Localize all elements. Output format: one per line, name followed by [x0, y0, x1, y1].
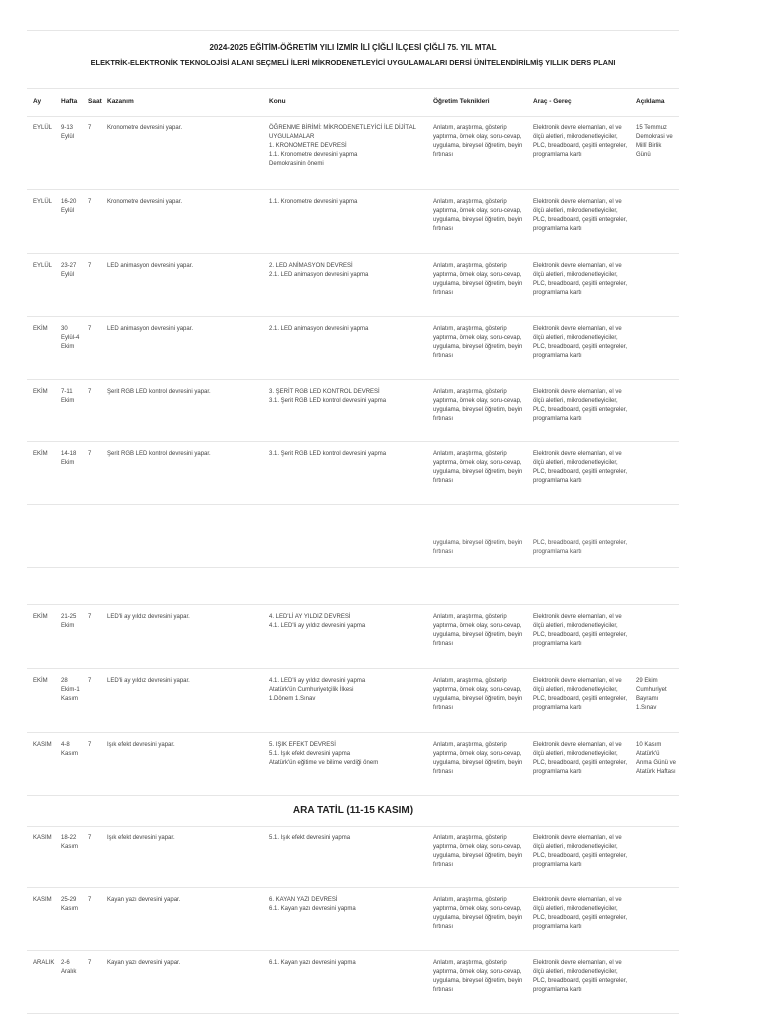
- cell-aciklama: 15 Temmuz Demokrasi ve Millî Birlik Günü: [636, 125, 673, 158]
- cell-arac: Elektronik devre elemanları, el ve ölçü aletleri, mikrodenetleyiciler, PLC, breadboard, çeşitli entegreler, programlama kartı: [533, 263, 628, 296]
- cell-ogretim: Anlatım, araştırma, gösterip yaptırma, örnek olay, soru-cevap, uygulama, bireysel öğretim, beyin fırtınası: [433, 199, 523, 232]
- cell-kazanim: Kayan yazı devresini yapar.: [107, 897, 181, 903]
- cell-ay: EKİM: [33, 678, 48, 684]
- cell-ay: KASIM: [33, 742, 52, 748]
- page-break-band: [27, 505, 679, 605]
- cell-kazanim: Işık efekt devresini yapar.: [107, 742, 175, 748]
- plan-title: 2024-2025 EĞİTİM-ÖĞRETİM YILI İZMİR İLİ ÇİĞLİ İLÇESİ ÇİĞLİ 75. YIL MTAL: [209, 43, 497, 52]
- cell-hafta: 14-18 Ekim: [61, 451, 77, 466]
- cell-ogretim: Anlatım, araştırma, gösterip yaptırma, örnek olay, soru-cevap, uygulama, bireysel öğretim, beyin fırtınası: [433, 263, 523, 296]
- cell-ogretim: Anlatım, araştırma, gösterip yaptırma, örnek olay, soru-cevap, uygulama, bireysel öğretim, beyin fırtınası: [433, 614, 523, 647]
- cell-saat: 7: [88, 389, 92, 395]
- table-header: [27, 88, 679, 117]
- cell-saat: 7: [88, 263, 92, 269]
- cell-hafta: 21-25 Ekim: [61, 614, 77, 629]
- cell-konu: 6. KAYAN YAZI DEVRESİ 6.1. Kayan yazı devresini yapma: [269, 897, 356, 912]
- table-row: [27, 669, 679, 733]
- col-kazanim: Kazanım: [107, 98, 134, 105]
- cell-arac: Elektronik devre elemanları, el ve ölçü aletleri, mikrodenetleyiciler, PLC, breadboard, çeşitli entegreler, programlama kartı: [533, 960, 628, 993]
- cell-ay: EKİM: [33, 614, 48, 620]
- cell-konu: 6.1. Kayan yazı devresini yapma: [269, 960, 356, 966]
- cell-konu: 3.1. Şerit RGB LED kontrol devresini yapma: [269, 451, 387, 457]
- col-saat: Saat: [88, 98, 102, 105]
- cell-aciklama: 10 Kasım Atatürk'ü Anma Günü ve Atatürk Haftası: [636, 742, 677, 775]
- cell-kazanim: Kayan yazı devresini yapar.: [107, 960, 181, 966]
- cell-konu: 5. IŞIK EFEKT DEVRESİ 5.1. Işık efekt devresini yapma Atatürk'ün eğitime ve bilime verdiği önem: [269, 742, 379, 766]
- cell-ogretim: Anlatım, araştırma, gösterip yaptırma, örnek olay, soru-cevap, uygulama, bireysel öğretim, beyin fırtınası: [433, 125, 523, 158]
- cell-kazanim: LED'li ay yıldız devresini yapar.: [107, 614, 190, 620]
- cell-saat: 7: [88, 199, 92, 205]
- table-row: [27, 826, 679, 888]
- cell-aciklama: 29 Ekim Cumhuriyet Bayramı 1.Sınav: [636, 678, 667, 711]
- cell-ay: EYLÜL: [33, 199, 53, 205]
- plan-subtitle: ELEKTRİK-ELEKTRONİK TEKNOLOJİSİ ALANI SEÇMELİ İLERİ MİKRODENETLEYİCİ UYGULAMALARI DERSİ ÜNİTELENDİRİLMİŞ YILLIK DERS PLANI: [90, 58, 616, 67]
- cell-ogretim: Anlatım, araştırma, gösterip yaptırma, örnek olay, soru-cevap, uygulama, bireysel öğretim, beyin fırtınası: [433, 326, 523, 359]
- cell-hafta: 18-22 Kasım: [61, 835, 79, 850]
- divider: [27, 567, 679, 568]
- cell-kazanim: LED animasyon devresini yapar.: [107, 263, 194, 269]
- cell-saat: 7: [88, 326, 92, 332]
- cell-ay: KASIM: [33, 835, 52, 841]
- cell-hafta: 16-20 Eylül: [61, 199, 77, 214]
- cell-ogretim: Anlatım, araştırma, gösterip yaptırma, örnek olay, soru-cevap, uygulama, bireysel öğretim, beyin fırtınası: [433, 389, 523, 422]
- cell-ay: EKİM: [33, 326, 48, 332]
- cell-konu: 2. LED ANİMASYON DEVRESİ 2.1. LED animasyon devresini yapma: [269, 263, 369, 278]
- table-row: [27, 951, 679, 1014]
- cell-hafta: 9-13 Eylül: [61, 125, 75, 140]
- cell-ay: EYLÜL: [33, 125, 53, 131]
- cell-ogretim: Anlatım, araştırma, gösterip yaptırma, örnek olay, soru-cevap, uygulama, bireysel öğretim, beyin fırtınası: [433, 835, 523, 868]
- cell-saat: 7: [88, 742, 92, 748]
- cell-saat: 7: [88, 451, 92, 457]
- table-row: [27, 442, 679, 505]
- cell-ogretim: Anlatım, araştırma, gösterip yaptırma, örnek olay, soru-cevap, uygulama, bireysel öğretim, beyin fırtınası: [433, 897, 523, 930]
- cell-arac: Elektronik devre elemanları, el ve ölçü aletleri, mikrodenetleyiciler, PLC, breadboard, çeşitli entegreler, programlama kartı: [533, 835, 628, 868]
- cell-saat: 7: [88, 960, 92, 966]
- cell-ogretim: Anlatım, araştırma, gösterip yaptırma, örnek olay, soru-cevap, uygulama, bireysel öğretim, beyin fırtınası: [433, 742, 523, 775]
- cell-ay: KASIM: [33, 897, 52, 903]
- cell-arac: Elektronik devre elemanları, el ve ölçü aletleri, mikrodenetleyiciler, PLC, breadboard, çeşitli entegreler, programlama kartı: [533, 199, 628, 232]
- cell-ogretim: Anlatım, araştırma, gösterip yaptırma, örnek olay, soru-cevap, uygulama, bireysel öğretim, beyin fırtınası: [433, 451, 523, 484]
- cell-arac: Elektronik devre elemanları, el ve ölçü aletleri, mikrodenetleyiciler, PLC, breadboard, çeşitli entegreler, programlama kartı: [533, 451, 628, 484]
- cell-ay: EKİM: [33, 389, 48, 395]
- cell-hafta: 4-8 Kasım: [61, 742, 79, 757]
- fragment-arac: PLC, breadboard, çeşitli entegreler, programlama kartı: [533, 540, 628, 555]
- cell-kazanim: Kronometre devresini yapar.: [107, 125, 183, 131]
- cell-hafta: 28 Ekim-1 Kasım: [61, 678, 80, 702]
- cell-arac: Elektronik devre elemanları, el ve ölçü aletleri, mikrodenetleyiciler, PLC, breadboard, çeşitli entegreler, programlama kartı: [533, 614, 628, 647]
- cell-ay: EKİM: [33, 451, 48, 457]
- cell-kazanim: Kronometre devresini yapar.: [107, 199, 183, 205]
- cell-hafta: 7-11 Ekim: [61, 389, 75, 404]
- cell-kazanim: Şerit RGB LED kontrol devresini yapar.: [107, 389, 211, 395]
- cell-saat: 7: [88, 835, 92, 841]
- col-aciklama: Açıklama: [636, 98, 665, 105]
- ara-tatil-banner: [27, 796, 679, 827]
- col-hafta: Hafta: [61, 98, 78, 105]
- col-konu: Konu: [269, 98, 286, 105]
- col-ay: Ay: [33, 98, 42, 105]
- table-row: [27, 380, 679, 442]
- table-row: [27, 190, 679, 254]
- cell-arac: Elektronik devre elemanları, el ve ölçü aletleri, mikrodenetleyiciler, PLC, breadboard, çeşitli entegreler, programlama kartı: [533, 678, 628, 711]
- cell-konu: 3. ŞERİT RGB LED KONTROL DEVRESİ 3.1. Şerit RGB LED kontrol devresini yapma: [269, 389, 387, 404]
- table-row: [27, 317, 679, 380]
- cell-saat: 7: [88, 678, 92, 684]
- cell-konu: 5.1. Işık efekt devresini yapma: [269, 835, 351, 841]
- cell-ay: ARALIK: [33, 960, 55, 966]
- cell-arac: Elektronik devre elemanları, el ve ölçü aletleri, mikrodenetleyiciler, PLC, breadboard, çeşitli entegreler, programlama kartı: [533, 326, 628, 359]
- cell-kazanim: LED animasyon devresini yapar.: [107, 326, 194, 332]
- cell-hafta: 25-29 Kasım: [61, 897, 79, 912]
- table-row: [27, 605, 679, 669]
- cell-arac: Elektronik devre elemanları, el ve ölçü aletleri, mikrodenetleyiciler, PLC, breadboard, çeşitli entegreler, programlama kartı: [533, 125, 628, 158]
- col-ogretim: Öğretim Teknikleri: [433, 98, 490, 105]
- cell-ogretim: Anlatım, araştırma, gösterip yaptırma, örnek olay, soru-cevap, uygulama, bireysel öğretim, beyin fırtınası: [433, 960, 523, 993]
- table-row: [27, 733, 679, 796]
- cell-arac: Elektronik devre elemanları, el ve ölçü aletleri, mikrodenetleyiciler, PLC, breadboard, çeşitli entegreler, programlama kartı: [533, 389, 628, 422]
- cell-konu: 4.1. LED'li ay yıldız devresini yapma Atatürk'ün Cumhuriyetçilik İlkesi 1.Dönem 1.Sınav: [269, 678, 366, 702]
- cell-hafta: 30 Eylül-4 Ekim: [61, 326, 80, 350]
- cell-arac: Elektronik devre elemanları, el ve ölçü aletleri, mikrodenetleyiciler, PLC, breadboard, çeşitli entegreler, programlama kartı: [533, 742, 628, 775]
- cell-ogretim: Anlatım, araştırma, gösterip yaptırma, örnek olay, soru-cevap, uygulama, bireysel öğretim, beyin fırtınası: [433, 678, 523, 711]
- cell-konu: 4. LED'Lİ AY YILDIZ DEVRESİ 4.1. LED'li ay yıldız devresini yapma: [269, 614, 366, 629]
- cell-kazanim: Işık efekt devresini yapar.: [107, 835, 175, 841]
- cell-hafta: 2-6 Aralık: [61, 960, 77, 975]
- cell-konu: 2.1. LED animasyon devresini yapma: [269, 326, 369, 332]
- cell-saat: 7: [88, 125, 92, 131]
- cell-saat: 7: [88, 897, 92, 903]
- cell-kazanim: Şerit RGB LED kontrol devresini yapar.: [107, 451, 211, 457]
- table-row: [27, 888, 679, 951]
- cell-ay: EYLÜL: [33, 263, 53, 269]
- cell-konu: 1.1. Kronometre devresini yapma: [269, 199, 358, 205]
- table-row: [27, 254, 679, 317]
- cell-saat: 7: [88, 614, 92, 620]
- fragment-ogretim: uygulama, bireysel öğretim, beyin fırtınası: [433, 540, 523, 555]
- ara-tatil-text: ARA TATİL (11-15 KASIM): [292, 805, 414, 816]
- table-row: [27, 116, 679, 190]
- cell-arac: Elektronik devre elemanları, el ve ölçü aletleri, mikrodenetleyiciler, PLC, breadboard, çeşitli entegreler, programlama kartı: [533, 897, 628, 930]
- plan-header: [27, 30, 679, 89]
- col-arac: Araç - Gereç: [533, 98, 572, 105]
- cell-hafta: 23-27 Eylül: [61, 263, 77, 278]
- cell-kazanim: LED'li ay yıldız devresini yapar.: [107, 678, 190, 684]
- cell-konu: ÖĞRENME BİRİMİ: MİKRODENETLEYİCİ İLE DİJİTAL UYGULAMALAR 1. KRONOMETRE DEVRESİ 1.1. Kronometre devresini yapma Demokrasinin önemi: [269, 125, 416, 167]
